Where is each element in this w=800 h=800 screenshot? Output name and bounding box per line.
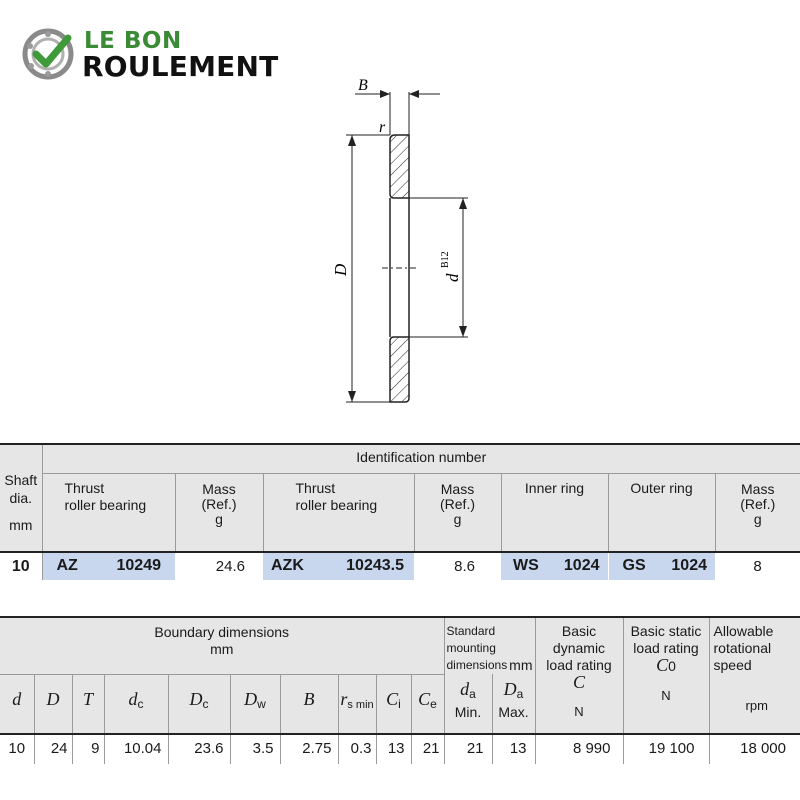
table-row	[0, 734, 800, 764]
mass-header-1: Mass (Ref.) g	[175, 474, 263, 552]
val-static-load: 19 100	[623, 734, 709, 764]
mass-value-3: 8	[753, 557, 762, 575]
brand-line2: ROULEMENT	[82, 50, 279, 83]
shaft-dia-header: Shaft dia. mm	[4, 472, 38, 533]
gs-part-number: GS 1024	[608, 552, 715, 580]
label-d-tolerance: B12	[440, 251, 451, 268]
val-B: 2.75	[280, 734, 338, 764]
col-B: B	[280, 674, 338, 734]
thrust-roller-header-2: Thrust roller bearing	[263, 474, 414, 552]
val-speed: 18 000	[709, 734, 800, 764]
col-Dw: Dw	[230, 674, 280, 734]
col-D: D	[34, 674, 72, 734]
val-Da: 13	[492, 734, 535, 764]
val-Dw: 3.5	[230, 734, 280, 764]
val-dc: 10.04	[104, 734, 168, 764]
mass-value-2: 8.6	[454, 557, 475, 575]
speed-header: Allowable rotational speed rpm	[709, 617, 800, 734]
standard-mounting-header: Standard mounting dimensions mm	[444, 617, 535, 674]
az-part-number: AZ 10249	[42, 552, 175, 580]
col-rs-min: $r_{s min}$	[338, 674, 376, 734]
label-B: B	[358, 77, 368, 94]
dimensions-table	[0, 616, 800, 764]
dynamic-load-header: Basic dynamic load rating C N	[535, 617, 623, 734]
col-d: d	[12, 688, 22, 709]
val-da: 21	[444, 734, 492, 764]
val-Ci: 13	[376, 734, 411, 764]
ws-part-number: WS 1024	[501, 552, 608, 580]
label-r: r	[379, 119, 386, 136]
col-Dc: Dc	[168, 674, 230, 734]
col-da-min: da Min.	[444, 674, 492, 734]
val-dynamic-load: 8 990	[535, 734, 623, 764]
thrust-roller-header-1: Thrust roller bearing	[42, 474, 175, 552]
label-d: d	[443, 273, 462, 282]
mass-header-2: Mass (Ref.) g	[414, 474, 501, 552]
col-Ci: Ci	[376, 674, 411, 734]
identification-header: Identification number	[42, 444, 800, 474]
col-Da-max: Da Max.	[492, 674, 535, 734]
brand-line1: LE BON	[84, 28, 182, 54]
boundary-dimensions-header: Boundary dimensions mm	[0, 617, 444, 674]
identification-table	[0, 443, 800, 580]
label-D: D	[331, 263, 350, 276]
val-rs-min: 0.3	[338, 734, 376, 764]
static-load-header: Basic static load rating C0 N	[623, 617, 709, 734]
col-dc: dc	[104, 674, 168, 734]
table-row	[0, 552, 800, 580]
inner-ring-header: Inner ring	[501, 474, 608, 552]
azk-part-number: AZK 10243.5	[263, 552, 414, 580]
mass-value-1: 24.6	[215, 557, 245, 575]
val-Dc: 23.6	[168, 734, 230, 764]
outer-ring-header: Outer ring	[608, 474, 715, 552]
val-d: 10	[8, 740, 26, 757]
val-T: 9	[72, 734, 104, 764]
col-Ce: Ce	[411, 674, 444, 734]
col-T: T	[72, 674, 104, 734]
val-D: 24	[34, 734, 72, 764]
shaft-value: 10	[11, 557, 30, 575]
mass-header-3: Mass (Ref.) g	[715, 474, 800, 552]
val-Ce: 21	[411, 734, 444, 764]
